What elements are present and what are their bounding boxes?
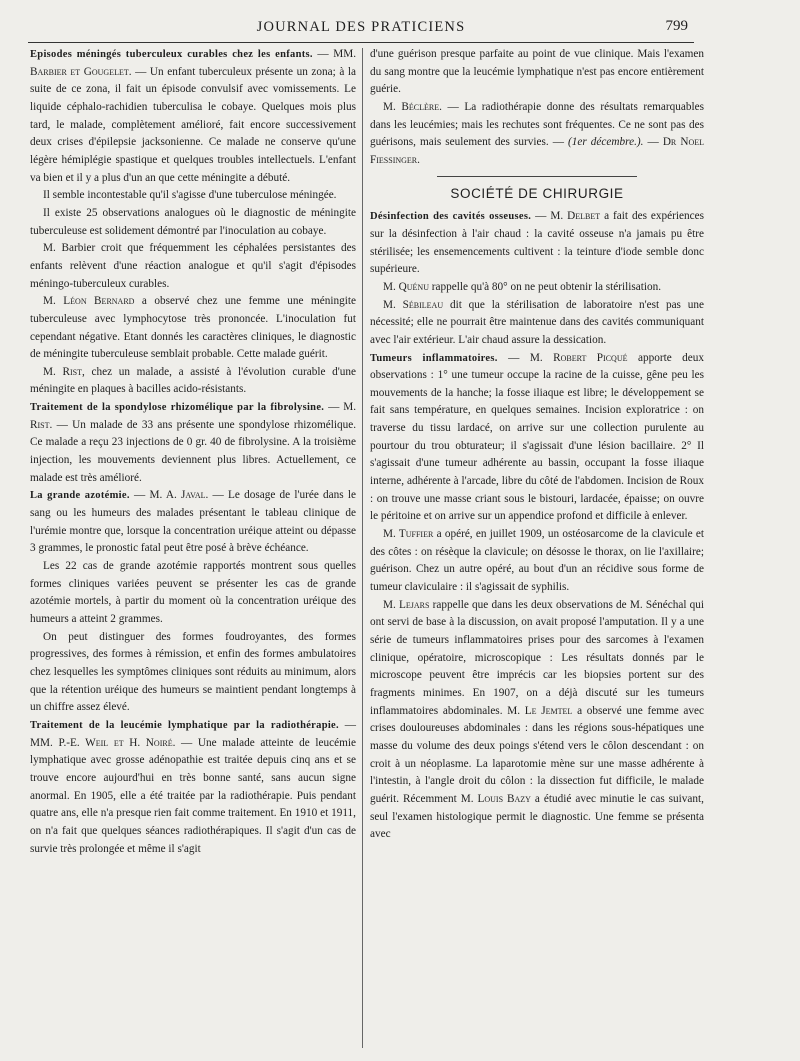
paragraph-text: La radiothérapie donne des résultats remarquables dans les leucémies; mais les rechutes sont fréquentes. Ce ne sont pas des guérisons, mais seulement des survies. [370,100,704,149]
paragraph-text: rappelle qu'à 80° on ne peut obtenir la stérilisation. [431,280,662,293]
article-heading: Traitement de la leucémie lymphatique par la radiothérapie. [30,719,339,731]
paragraph: La grande azotémie. — M. A. Javal. — Le dosage de l'urée dans le sang ou les humeurs des malades présentant le tableau clinique de l'urémie montre que, lorsque la concentration uréique atteint ou dépasse 3 grammes, le pronostic fatal peut être posé à brève échéance. [30,489,357,555]
author-names: M. Le Jemtel [507,704,573,717]
author-names: M. Rist. [30,401,357,431]
author-names: M. Sébileau [383,298,444,311]
author-names: M. Rist, [43,365,85,378]
paragraph [370,279,704,297]
article-heading: Traitement de la spondylose rhizomélique par la fibrolysine. [30,402,325,414]
section-title: SOCIÉTÉ DE CHIRURGIE [450,185,624,201]
paragraph-text: rappelle que dans les deux observations de M. Sénéchal qui ont servi de base à la discussion, on avait proposé l'amputation. Il y a une série de tumeurs inflammatoires prises pour des sarcomes à l'examen clinique, opératoire, microscopique : Les résultats donnés par le microscope peuvent être imprécis car les biopsies portent sur des fragments minimes. En 1907, on a déjà discuté sur les tumeurs inflammatoires abdominales. [370,598,704,717]
paragraph-text: Un enfant tuberculeux présente un zona; à la suite de ce zona, il fait un épisode convulsif avec vomissements. Le liquide céphalo-rachidien tuberculisa le cobaye. Quelques mois plus tard, le malade, complètement amélioré, fait encore successivement deux crises d'épilepsie jacksonienne. Ce malade ne conserve qu'une légère hémiplégie spastique et quelques troubles intellectuels. L'enfant va bien et il y a plus d'un an que cette méningite a débuté. [30,65,356,184]
author-names: M. Béclère. [383,100,442,113]
column-rule [362,48,363,1048]
paragraph-text: chez un malade, a assisté à l'évolution curable d'une méningite en plaques à bacilles acido-résistants. [30,365,356,396]
author-names: M. Léon Bernard [43,295,135,308]
paragraph-text: apporte deux observations : 1° une tumeur occupe la racine de la cuisse, gêne peu les mouvements de la hanche; la fosse iliaque est libre; le développement se fait sans température, en quelques semaines. Incision exploratrice : on traverse du tissu lardacé, on arrive sur une collection purulente au pourtour du trou obturateur; il s'agissait d'une lésion bacillaire. 2° Il s'agissait d'une tumeur adhérente au bassin, occupant la fosse iliaque interne, adhérente à l'arcade, libre du côté de l'abdomen. Incision de Roux : on trouve une masse criant sous le bistouri, lardacée, épaisse; on ouvre le péritoine et on arrive sur un appendice profond et difficile à enlever. [370,351,704,523]
paragraph: Episodes méningés tuberculeux curables chez les enfants. — MM. Barbier et Gougelet. — Un enfant tuberculeux présente un zona; à la suite de ce zona, il fait un épisode convulsif avec vomissements. Le liquide céphalo-rachidien tuberculisa le cobaye. Quelques mois plus tard, le malade, complètement amélioré, fait encore successivement deux crises d'épilepsie jacksonienne. Ce malade ne conserve qu'une légère hémiplégie spastique et quelques troubles intellectuels. L'enfant va bien et il y a plus d'un an que cette méningite a débuté. [30,48,357,184]
paragraph: M. Béclère. — La radiothérapie donne des résultats remarquables dans les leucémies; mais les rechutes sont fréquentes. Ce ne sont pas des guérisons, mais seulement des survies. — (1er décembre.). — Dr Noel Fiessinger. [370,100,704,166]
paragraph [370,297,704,350]
paragraph-text: Un malade de 33 ans présente une spondylose rhizomélique. Ce malade a reçu 23 injections de 0 gr. 40 de fibrolysine. A la troisième injection, les mouvements deviennent plus libres. Actuellement, ce malade est très amélioré. [30,418,356,484]
right-column [370,46,704,844]
paragraph: Il existe 25 observations analogues où le diagnostic de méningite tuberculeuse est solidement démontré par l'inoculation au cobaye. [30,206,356,237]
paragraph-text: Le dosage de l'urée dans le sang ou les humeurs des malades présentant le tableau clinique de l'urémie montre que, lorsque la concentration uréique atteint ou dépasse 3 grammes, le pronostic fatal peut être posé à brève échéance. [30,489,357,555]
left-column [30,46,356,858]
date-note: (1er décembre.). [568,136,644,149]
paragraph: Il semble incontestable qu'il s'agisse d'une tuberculose méningée. [43,189,337,202]
running-header [28,12,694,43]
paragraph-text: a fait des expériences sur la désinfection à l'air chaud : la cavité osseuse n'a jamais pu être stérilisée; les ensemencements cultivent : la teinture d'iode semble donc supérieure. [370,210,705,276]
paragraph: Les 22 cas de grande azotémie rapportés montrent sous quelles formes cliniques variées peuvent se présenter les cas de grande azotémie mortels, à partir du moment où la concentration uréique des humeurs a atteint 2 grammes. [30,560,356,625]
article-heading: Tumeurs inflammatoires. [370,352,498,364]
journal-title: JOURNAL DES PRATICIENS [256,18,466,35]
paragraph-text: dit que la stérilisation de laboratoire n'est pas une nécessité; elle ne pourrait être maintenue dans des cavités communiquant avec l'air extérieur. L'air chaud assure la dessication. [370,298,705,346]
paragraph [370,526,704,597]
paragraph: M. Barbier croit que fréquemment les céphalées persistantes des enfants relèvent d'une réaction analogue et qu'il s'agit d'épisodes méningo-tuberculeux curables. [30,242,356,290]
author-names: MM. Barbier et Gougelet. [30,48,357,78]
paragraph-text: a étudié avec minutie le cas suivant, seul l'examen histologique permit le diagnostic. Une femme se présenta avec [370,792,704,841]
paragraph [370,597,704,844]
signature: Dr Noel Fiessinger. [370,136,704,166]
paragraph: Tumeurs inflammatoires. — M. Robert Picqué apporte deux observations : 1° une tumeur occupe la racine de la cuisse, gêne peu les mouvements de la hanche; la fosse iliaque est libre; le développement se fait sans température, en quelques semaines. Incision exploratrice : on traverse du tissu lardacé, on arrive sur une collection purulente au pourtour du trou obturateur; il s'agissait d'une lésion bacillaire. 2° Il s'agissait d'une tumeur adhérente au bassin, occupant la fosse iliaque interne, adhérente à l'arcade, libre du côté de l'abdomen. Incision de Roux : on trouve une masse criant sous le bistouri, lardacée, épaisse; on ouvre le péritoine et on arrive sur un appendice profond et difficile à enlever. [370,351,704,523]
paragraph: d'une guérison presque parfaite au point de vue clinique. Mais l'examen du sang montre que la leucémie lymphatique n'est pas encore entièrement guérie. [370,48,704,96]
paragraph: On peut distinguer des formes foudroyantes, des formes progressives, des formes à rémission, et enfin des formes ambulatoires chez lesquelles les symptômes cliniques sont réduits au minimum, alors que la rétention uréique des humeurs se maintient pendant longtemps à un chiffre assez élevé. [30,630,356,714]
paragraph-text: Une malade atteinte de leucémie lymphatique avec grosse adénopathie est traitée depuis cinq ans et se trouve encore aujourd'hui en très bonne santé, sans aucun signe anormal. En 1905, elle a été traitée par la radiothérapie. Puis pendant quatre ans, elle n'a presque rien fait comme traitement. En 1910 et 1911, on n'a fait que quelques séances radiothérapiques. Il s'agit d'un cas de survie très prolongée et même il s'agit [30,736,356,855]
author-names: M. Quénu [383,280,429,293]
author-names: M. Robert Picqué [529,351,628,364]
author-names: M. Tuffier [383,528,434,541]
paragraph: Désinfection des cavités osseuses. — M. Delbet a fait des expériences sur la désinfection à l'air chaud : la cavité osseuse n'a jamais pu être stérilisée; les ensemencements cultivent : la teinture d'iode semble donc supérieure. [370,210,705,276]
paragraph-text: a observé une femme avec crises douloureuses abdominales : dans les régions sous-hépatiques une masse du volume des deux poings s'étend vers le côlon descendant : on croit à un néoplasme. La laparotomie mène sur une masse adhérente à l'intestin, à l'angle droit du côlon : la dissection fut difficile, le malade guérit. Récemment [370,704,705,805]
paragraph [30,364,356,399]
paragraph-text: a observé chez une femme une méningite tuberculeuse avec lymphocytose très prononcée. L'inoculation fut cependant négative. Etant donnés les caractères cliniques, le diagnostic de méningite tuberculeuse semblait probable. Cette malade guérit. [30,295,356,361]
paragraph [30,293,356,364]
article-heading: Episodes méningés tuberculeux curables chez les enfants. [30,49,313,60]
article-heading: La grande azotémie. [30,490,130,502]
article-heading: Désinfection des cavités osseuses. [370,211,532,223]
section-divider [437,176,637,177]
author-names: M. Delbet [550,210,601,223]
page-number: 799 [665,18,688,34]
author-names: M. Louis Bazy [460,792,531,805]
author-names: MM. P.-E. Weil et H. Noiré. [30,736,176,749]
paragraph-text: a opéré, en juillet 1909, un ostéosarcome de la clavicule et des côtes : on résèque la clavicule; on désosse le thorax, on lie l'axillaire; guérison. Chez un autre opéré, au bout d'un an récidive sous forme de tumeur claviculaire : il s'agissait de syphilis. [370,528,705,594]
paragraph: Traitement de la leucémie lymphatique par la radiothérapie. — MM. P.-E. Weil et H. Noiré. — Une malade atteinte de leucémie lymphatique avec grosse adénopathie est traitée depuis cinq ans et se trouve encore aujourd'hui en très bonne santé, sans aucun signe anormal. En 1905, elle a été traitée par la radiothérapie. Puis pendant quatre ans, elle n'a presque rien fait comme traitement. En 1910 et 1911, on n'a fait que quelques séances radiothérapiques. Il s'agit d'un cas de survie très prolongée et même il s'agit [30,718,356,855]
author-names: M. A. Javal. [149,489,209,502]
author-names: M. Lejars [383,598,430,611]
paragraph: Traitement de la spondylose rhizomélique par la fibrolysine. — M. Rist. — Un malade de 33 ans présente une spondylose rhizomélique. Ce malade a reçu 23 injections de 0 gr. 40 de fibrolysine. A la troisième injection, les mouvements deviennent plus libres. Actuellement, ce malade est très amélioré. [30,401,357,484]
